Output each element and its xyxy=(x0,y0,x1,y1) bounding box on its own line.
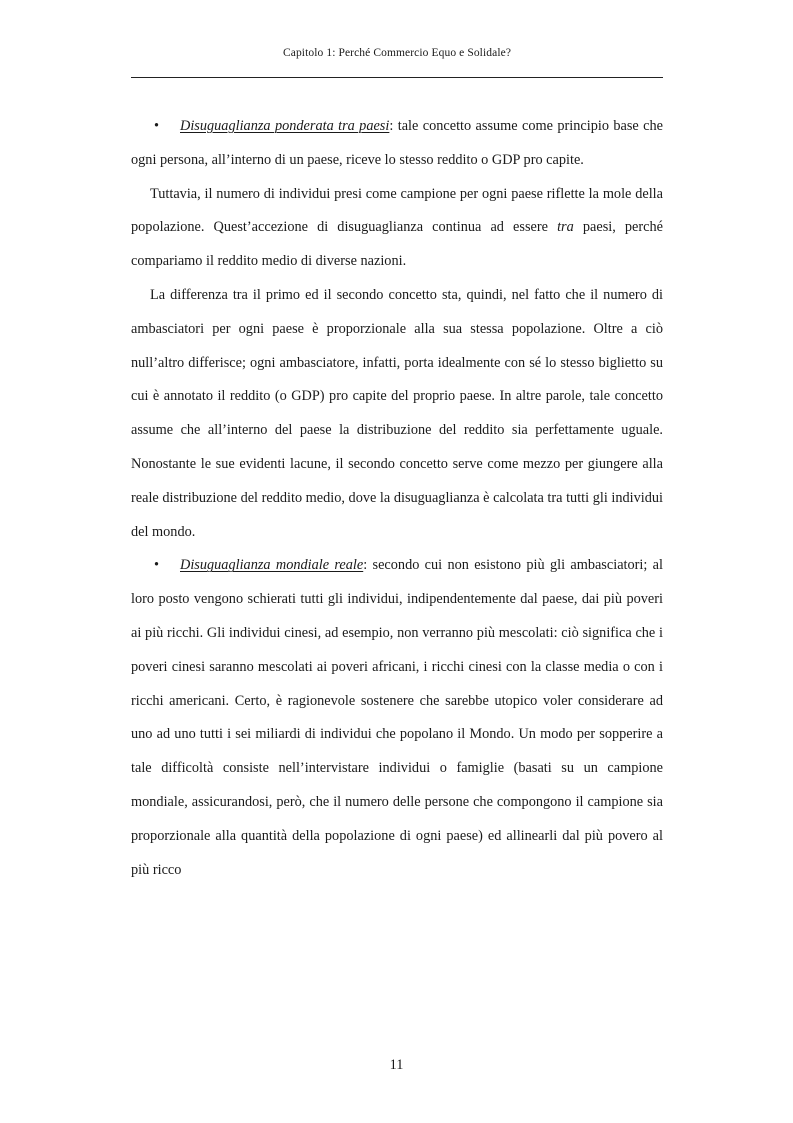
body-text xyxy=(131,110,663,887)
bullet-icon: • xyxy=(154,118,160,134)
emphasis-tra: tra xyxy=(557,219,574,236)
bullet-paragraph-real-world-inequality xyxy=(131,549,663,887)
running-header: Capitolo 1: Perché Commercio Equo e Solidale? xyxy=(282,47,512,59)
paragraph-text: Tuttavia, il numero di individui presi come campione per ogni paese riflette la mole della popolazione. Quest’accezione di disuguaglianza continua ad essere xyxy=(131,185,663,236)
bullet-icon: • xyxy=(154,557,160,574)
term-real-world-inequality: Disuguaglianza mondiale reale xyxy=(180,557,364,574)
paragraph-text: : tale concetto assume come principio base che ogni persona, all’interno di un paese, riceve lo stesso reddito o GDP pro capite. xyxy=(131,118,663,168)
paragraph-text: : secondo cui non esistono più gli ambasciatori; al loro posto vengono schierati tutti gli individui, indipendentemente dal paese, dai più poveri ai più ricchi. Gli individui cinesi, ad esempio, non verranno più mescolati: ciò significa che i poveri cinesi saranno mescolati ai poveri africani, i ricchi cinesi con la classe media o con i ricchi americani. Certo, è ragionevole sostenere che sarebbe utopico voler considerare ad uno ad uno tutti i sei miliardi di individui che popolano il Mondo. Un modo per sopperire a tale difficoltà consiste nell’intervistare individui o famiglie (basati su un campione mondiale, assicurandosi, però, che il numero delle persone che compongono il campione sia proporzionale alla quantità della popolazione di ogni paese) ed allinearli dal più povero al più ricco xyxy=(131,557,663,878)
paragraph-text: paesi, perché compariamo il reddito medio di diverse nazioni. xyxy=(131,219,663,270)
paragraph-difference: La differenza tra il primo ed il secondo concetto sta, quindi, nel fatto che il numero di ambasciatori per ogni paese è proporzionale alla sua stessa popolazione. Oltre a ciò null’altro differisce; ogni ambasciatore, infatti, porta idealmente con sé lo stesso biglietto su cui è annotato il reddito (o GDP) pro capite del proprio paese. In altre parole, tale concetto assume che all’interno del paese la distribuzione del reddito sia perfettamente uguale. Nonostante le sue evidenti lacune, il secondo concetto serve come mezzo per giungere alla reale distribuzione del reddito medio, dove la disuguaglianza è calcolata tra tutti gli individui del mondo. xyxy=(131,286,663,540)
term-weighted-inequality: Disuguaglianza ponderata tra paesi xyxy=(180,118,390,134)
header-rule xyxy=(131,77,663,78)
bullet-paragraph-weighted-inequality xyxy=(131,110,663,178)
paragraph-however xyxy=(131,178,663,279)
page-number: 11 xyxy=(389,1057,404,1073)
